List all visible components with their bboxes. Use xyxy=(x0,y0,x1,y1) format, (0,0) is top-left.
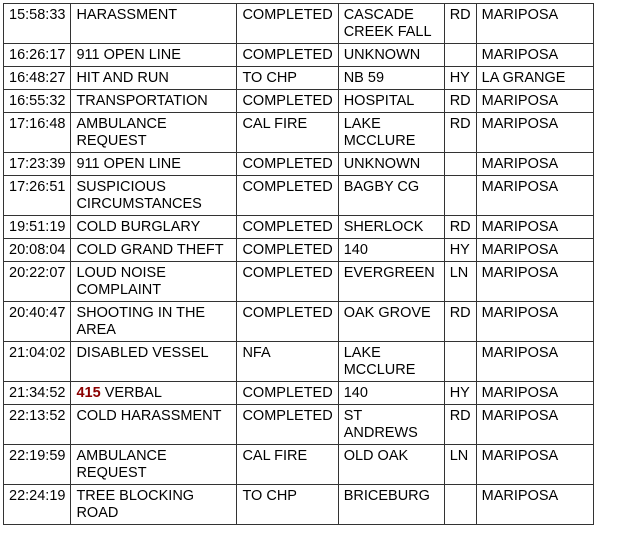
time-cell: 16:48:27 xyxy=(4,67,71,90)
table-row xyxy=(4,262,594,302)
table-row xyxy=(4,176,594,216)
call-type-cell: COLD HARASSMENT xyxy=(71,405,237,445)
location-cell: 140 xyxy=(338,239,444,262)
city-cell: MARIPOSA xyxy=(476,485,593,525)
penal-code-label: 415 xyxy=(76,385,101,401)
city-cell: MARIPOSA xyxy=(476,176,593,216)
street-suffix-cell: RD xyxy=(444,302,476,342)
table-row xyxy=(4,216,594,239)
disposition-cell: NFA xyxy=(237,342,338,382)
city-cell: MARIPOSA xyxy=(476,90,593,113)
table-row xyxy=(4,4,594,44)
location-cell: NB 59 xyxy=(338,67,444,90)
call-type-cell: AMBULANCE REQUEST xyxy=(71,113,237,153)
location-cell: HOSPITAL xyxy=(338,90,444,113)
time-cell: 22:13:52 xyxy=(4,405,71,445)
street-suffix-cell: RD xyxy=(444,216,476,239)
table-row xyxy=(4,342,594,382)
incident-log-table xyxy=(3,3,594,525)
time-cell: 16:26:17 xyxy=(4,44,71,67)
disposition-cell: COMPLETED xyxy=(237,4,338,44)
street-suffix-cell: HY xyxy=(444,67,476,90)
disposition-cell: CAL FIRE xyxy=(237,113,338,153)
city-cell: MARIPOSA xyxy=(476,44,593,67)
disposition-cell: TO CHP xyxy=(237,67,338,90)
call-type-cell: HARASSMENT xyxy=(71,4,237,44)
location-cell: OAK GROVE xyxy=(338,302,444,342)
call-type-cell: COLD GRAND THEFT xyxy=(71,239,237,262)
city-cell: MARIPOSA xyxy=(476,113,593,153)
location-cell: OLD OAK xyxy=(338,445,444,485)
street-suffix-cell xyxy=(444,44,476,67)
time-cell: 20:40:47 xyxy=(4,302,71,342)
time-cell: 21:04:02 xyxy=(4,342,71,382)
city-cell: MARIPOSA xyxy=(476,153,593,176)
time-cell: 20:08:04 xyxy=(4,239,71,262)
call-type-cell: TRANSPORTATION xyxy=(71,90,237,113)
call-type-cell: SHOOTING IN THE AREA xyxy=(71,302,237,342)
incident-log-body xyxy=(4,4,594,525)
disposition-cell: COMPLETED xyxy=(237,216,338,239)
location-cell: UNKNOWN xyxy=(338,153,444,176)
table-row xyxy=(4,67,594,90)
street-suffix-cell xyxy=(444,153,476,176)
time-cell: 15:58:33 xyxy=(4,4,71,44)
call-type-cell: 911 OPEN LINE xyxy=(71,153,237,176)
table-row xyxy=(4,445,594,485)
city-cell: MARIPOSA xyxy=(476,405,593,445)
call-type-cell: 911 OPEN LINE xyxy=(71,44,237,67)
table-row xyxy=(4,485,594,525)
table-row xyxy=(4,302,594,342)
time-cell: 17:26:51 xyxy=(4,176,71,216)
disposition-cell: COMPLETED xyxy=(237,153,338,176)
city-cell: MARIPOSA xyxy=(476,216,593,239)
street-suffix-cell: LN xyxy=(444,445,476,485)
disposition-cell: COMPLETED xyxy=(237,239,338,262)
time-cell: 21:34:52 xyxy=(4,382,71,405)
table-row xyxy=(4,113,594,153)
city-cell: MARIPOSA xyxy=(476,342,593,382)
location-cell: BRICEBURG xyxy=(338,485,444,525)
location-cell: EVERGREEN xyxy=(338,262,444,302)
disposition-cell: COMPLETED xyxy=(237,302,338,342)
time-cell: 22:24:19 xyxy=(4,485,71,525)
call-type-cell: HIT AND RUN xyxy=(71,67,237,90)
call-type-cell: SUSPICIOUS CIRCUMSTANCES xyxy=(71,176,237,216)
time-cell: 19:51:19 xyxy=(4,216,71,239)
table-row xyxy=(4,44,594,67)
city-cell: MARIPOSA xyxy=(476,4,593,44)
call-type-cell: AMBULANCE REQUEST xyxy=(71,445,237,485)
location-cell: 140 xyxy=(338,382,444,405)
time-cell: 17:16:48 xyxy=(4,113,71,153)
disposition-cell: TO CHP xyxy=(237,485,338,525)
time-cell: 16:55:32 xyxy=(4,90,71,113)
location-cell: BAGBY CG xyxy=(338,176,444,216)
table-row xyxy=(4,239,594,262)
disposition-cell: COMPLETED xyxy=(237,382,338,405)
disposition-cell: CAL FIRE xyxy=(237,445,338,485)
disposition-cell: COMPLETED xyxy=(237,176,338,216)
city-cell: MARIPOSA xyxy=(476,302,593,342)
location-cell: LAKE MCCLURE xyxy=(338,113,444,153)
time-cell: 20:22:07 xyxy=(4,262,71,302)
street-suffix-cell: HY xyxy=(444,382,476,405)
location-cell: CASCADE CREEK FALL xyxy=(338,4,444,44)
street-suffix-cell xyxy=(444,342,476,382)
call-type-cell: LOUD NOISE COMPLAINT xyxy=(71,262,237,302)
table-row xyxy=(4,90,594,113)
disposition-cell: COMPLETED xyxy=(237,44,338,67)
call-type-cell: TREE BLOCKING ROAD xyxy=(71,485,237,525)
street-suffix-cell: HY xyxy=(444,239,476,262)
call-type-text: VERBAL xyxy=(104,385,162,401)
disposition-cell: COMPLETED xyxy=(237,262,338,302)
location-cell: UNKNOWN xyxy=(338,44,444,67)
street-suffix-cell: RD xyxy=(444,4,476,44)
time-cell: 17:23:39 xyxy=(4,153,71,176)
street-suffix-cell: RD xyxy=(444,405,476,445)
street-suffix-cell xyxy=(444,176,476,216)
city-cell: LA GRANGE xyxy=(476,67,593,90)
street-suffix-cell xyxy=(444,485,476,525)
street-suffix-cell: LN xyxy=(444,262,476,302)
disposition-cell: COMPLETED xyxy=(237,405,338,445)
street-suffix-cell: RD xyxy=(444,113,476,153)
city-cell: MARIPOSA xyxy=(476,239,593,262)
street-suffix-cell: RD xyxy=(444,90,476,113)
call-type-cell: DISABLED VESSEL xyxy=(71,342,237,382)
table-row xyxy=(4,153,594,176)
disposition-cell: COMPLETED xyxy=(237,90,338,113)
table-row xyxy=(4,382,594,405)
city-cell: MARIPOSA xyxy=(476,382,593,405)
city-cell: MARIPOSA xyxy=(476,262,593,302)
location-cell: LAKE MCCLURE xyxy=(338,342,444,382)
location-cell: ST ANDREWS xyxy=(338,405,444,445)
time-cell: 22:19:59 xyxy=(4,445,71,485)
call-type-cell: COLD BURGLARY xyxy=(71,216,237,239)
table-row xyxy=(4,405,594,445)
city-cell: MARIPOSA xyxy=(476,445,593,485)
location-cell: SHERLOCK xyxy=(338,216,444,239)
call-type-cell xyxy=(71,382,237,405)
